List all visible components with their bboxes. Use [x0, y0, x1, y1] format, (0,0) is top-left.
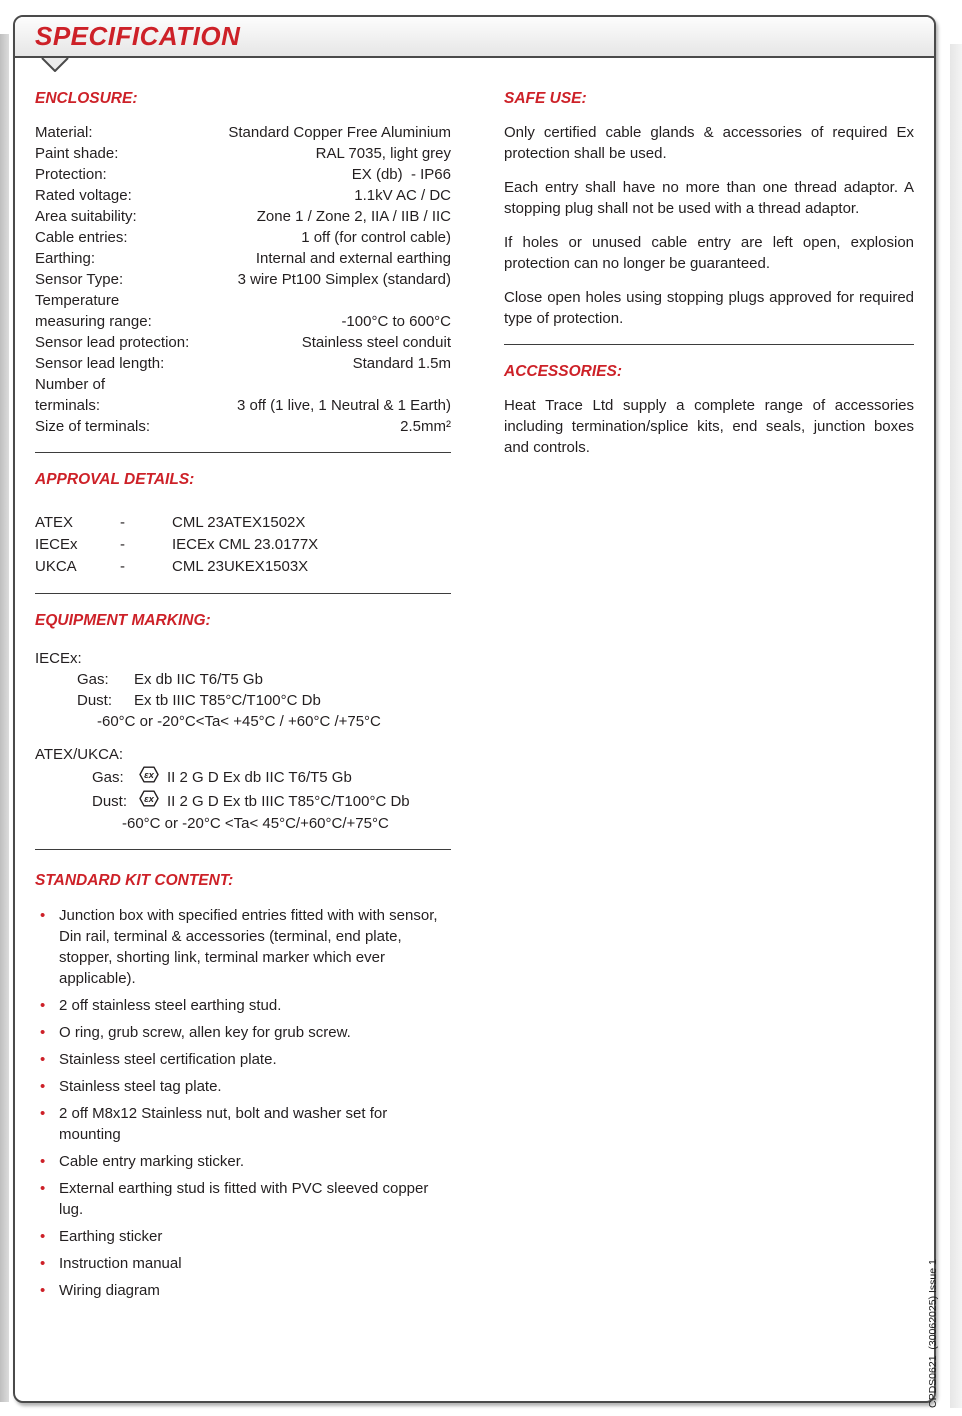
- spec-row: [35, 374, 451, 395]
- kit-list-item: [35, 1178, 451, 1220]
- safe-use-paragraph: Only certified cable glands & accessories of required Ex protection shall be used.: [504, 124, 914, 162]
- gas-marking: II 2 G D Ex db IIC T6/T5 Gb: [167, 768, 352, 786]
- iecex-gas-line: [35, 669, 451, 690]
- kit-item-text: 2 off stainless steel earthing stud.: [59, 997, 282, 1014]
- svg-text:εx: εx: [144, 770, 154, 781]
- atex-dust-line: [35, 789, 451, 813]
- spec-value: Internal and external earthing: [255, 250, 451, 267]
- approval-row: [35, 534, 451, 556]
- bullet-icon: •: [40, 1228, 46, 1245]
- approval-certificate: IECEx CML 23.0177X: [172, 536, 319, 553]
- page-edge-shadow-right: [950, 44, 962, 1408]
- bullet-icon: •: [40, 1255, 46, 1272]
- approval-scheme: ATEX: [35, 514, 74, 531]
- iecex-marking-group: [35, 648, 451, 732]
- kit-item-text: External earthing stud is fitted with PVC sleeved copper lug.: [59, 1180, 429, 1218]
- bullet-icon: •: [40, 1024, 46, 1041]
- approval-dash: -: [120, 536, 125, 553]
- spec-value: EX (db) - IP66: [351, 166, 451, 183]
- safe-use-paragraph: Each entry shall have no more than one thread adaptor. A stopping plug shall not be used with a thread adaptor.: [504, 179, 914, 217]
- gas-marking: Ex db IIC T6/T5 Gb: [134, 671, 263, 688]
- dust-marking: II 2 G D Ex tb IIIC T85°C/T100°C Db: [167, 792, 410, 810]
- safe-use-paragraphs: [504, 122, 914, 329]
- accessories-paragraph: Heat Trace Ltd supply a complete range of accessories including termination/splice kits, end seals, junction boxes and controls.: [504, 397, 914, 456]
- kit-item-text: Earthing sticker: [59, 1228, 163, 1245]
- spec-label: Sensor lead protection:: [35, 334, 190, 351]
- dust-label: Dust:: [92, 792, 128, 810]
- kit-item-text: Stainless steel tag plate.: [59, 1078, 222, 1095]
- accessories-heading: ACCESSORIES:: [504, 363, 622, 380]
- spec-value: -100°C to 600°C: [341, 313, 451, 330]
- page-edge-shadow-left: [0, 34, 9, 1402]
- spec-row: [35, 332, 451, 353]
- safe-use-paragraph: If holes or unused cable entry are left open, explosion protection can no longer be guaranteed.: [504, 234, 914, 272]
- spec-value: Zone 1 / Zone 2, IIA / IIB / IIC: [256, 208, 451, 225]
- atex-gas-line: [35, 765, 451, 789]
- spec-row: [35, 395, 451, 416]
- spec-label: Material:: [35, 124, 93, 141]
- bullet-icon: •: [40, 1078, 46, 1095]
- dust-marking: Ex tb IIIC T85°C/T100°C Db: [134, 692, 321, 709]
- equipment-marking-heading: EQUIPMENT MARKING:: [35, 612, 211, 629]
- approval-dash: -: [120, 558, 125, 575]
- atex-ex-hexagon-icon: [139, 766, 159, 789]
- page-title: SPECIFICATION: [35, 21, 241, 51]
- spec-row: [35, 353, 451, 374]
- spec-row: [35, 248, 451, 269]
- approval-details-heading: APPROVAL DETAILS:: [35, 471, 195, 488]
- kit-item-text: Junction box with specified entries fitted with with sensor, Din rail, terminal & accessories (terminal, end plate, stopper, shorting link, terminal marker which ever applicable).: [59, 907, 438, 987]
- spec-label: Protection:: [35, 166, 107, 183]
- spec-row: [35, 227, 451, 248]
- specification-sheet: [13, 15, 936, 1403]
- kit-list-item: [35, 1103, 451, 1145]
- svg-text:εx: εx: [144, 794, 154, 805]
- spec-label: Cable entries:: [35, 229, 128, 246]
- spec-label: Temperature: [35, 292, 120, 309]
- spec-label: Paint shade:: [35, 145, 119, 162]
- kit-list-item: [35, 905, 451, 989]
- kit-list-item: [35, 1049, 451, 1070]
- atex-ex-hexagon-icon: [139, 790, 159, 813]
- kit-item-text: Stainless steel certification plate.: [59, 1051, 277, 1068]
- kit-list-item: [35, 995, 451, 1016]
- kit-list-item: [35, 1151, 451, 1172]
- spec-value: Stainless steel conduit: [301, 334, 451, 351]
- standard-kit-heading: STANDARD KIT CONTENT:: [35, 872, 234, 889]
- spec-row: [35, 311, 451, 332]
- kit-list-item: [35, 1076, 451, 1097]
- iecex-dust-line: [35, 690, 451, 711]
- section-divider: [35, 593, 451, 594]
- kit-item-text: 2 off M8x12 Stainless nut, bolt and washer set for mounting: [59, 1105, 388, 1143]
- gas-label: Gas:: [92, 768, 124, 786]
- kit-list-item: [35, 1280, 451, 1301]
- kit-list-item: [35, 1226, 451, 1247]
- enclosure-spec-list: [35, 122, 451, 437]
- iecex-marking-title: IECEx:: [35, 650, 82, 667]
- header-notch: [41, 58, 69, 73]
- approval-row: [35, 512, 451, 534]
- iecex-ambient-range: -60°C or -20°C<Ta< +45°C / +60°C /+75°C: [97, 713, 381, 730]
- bullet-icon: •: [40, 1282, 46, 1299]
- bullet-icon: •: [40, 1180, 46, 1197]
- approval-dash: -: [120, 514, 125, 531]
- atex-ukca-marking-group: [35, 744, 451, 834]
- spec-value: Standard 1.5m: [352, 355, 451, 372]
- right-column: [504, 88, 914, 1307]
- kit-item-text: Instruction manual: [59, 1255, 182, 1272]
- kit-item-text: Cable entry marking sticker.: [59, 1153, 245, 1170]
- spec-label: Area suitability:: [35, 208, 137, 225]
- bullet-icon: •: [40, 907, 46, 924]
- spec-value: 3 wire Pt100 Simplex (standard): [237, 271, 451, 288]
- kit-list-item: [35, 1022, 451, 1043]
- spec-value: 1.1kV AC / DC: [354, 187, 451, 204]
- sheet-header-band: [15, 17, 934, 58]
- spec-row: [35, 416, 451, 437]
- spec-label: Sensor lead length:: [35, 355, 165, 372]
- section-divider: [35, 849, 451, 850]
- kit-list-item: [35, 1253, 451, 1274]
- spec-value: Standard Copper Free Aluminium: [228, 124, 451, 141]
- spec-row: [35, 206, 451, 227]
- spec-row: [35, 185, 451, 206]
- spec-value: 3 off (1 live, 1 Neutral & 1 Earth): [237, 397, 451, 414]
- spec-label: Earthing:: [35, 250, 96, 267]
- bullet-icon: •: [40, 997, 46, 1014]
- bullet-icon: •: [40, 1105, 46, 1122]
- dust-label: Dust:: [77, 692, 113, 709]
- spec-row: [35, 143, 451, 164]
- spec-value: 1 off (for control cable): [301, 229, 451, 246]
- spec-value: 2.5mm²: [400, 418, 451, 435]
- standard-kit-list: [35, 905, 451, 1301]
- approval-scheme: IECEx: [35, 536, 78, 553]
- spec-label: Sensor Type:: [35, 271, 124, 288]
- spec-label: measuring range:: [35, 313, 152, 330]
- document-reference: CPDS0621 (30062025) Issue 1: [927, 1259, 939, 1408]
- spec-label: Rated voltage:: [35, 187, 132, 204]
- approval-certificate: CML 23UKEX1503X: [172, 558, 309, 575]
- spec-row: [35, 269, 451, 290]
- approval-scheme: UKCA: [35, 558, 77, 575]
- spec-label: Number of: [35, 376, 106, 393]
- section-divider: [35, 452, 451, 453]
- spec-label: terminals:: [35, 397, 101, 414]
- kit-item-text: O ring, grub screw, allen key for grub screw.: [59, 1024, 351, 1041]
- spec-label: Size of terminals:: [35, 418, 151, 435]
- approval-row: [35, 556, 451, 578]
- bullet-icon: •: [40, 1153, 46, 1170]
- atex-ukca-marking-title: ATEX/UKCA:: [35, 746, 124, 763]
- content-columns: [15, 58, 934, 1307]
- safe-use-paragraph: Close open holes using stopping plugs approved for required type of protection.: [504, 289, 914, 327]
- atex-ambient-range: -60°C or -20°C <Ta< 45°C/+60°C/+75°C: [122, 815, 389, 832]
- left-column: [35, 88, 451, 1307]
- spec-row: [35, 290, 451, 311]
- section-divider: [504, 344, 914, 345]
- gas-label: Gas:: [77, 671, 109, 688]
- kit-item-text: Wiring diagram: [59, 1282, 160, 1299]
- spec-row: [35, 164, 451, 185]
- approval-list: [35, 512, 451, 578]
- bullet-icon: •: [40, 1051, 46, 1068]
- spec-value: RAL 7035, light grey: [315, 145, 451, 162]
- spec-row: [35, 122, 451, 143]
- enclosure-heading: ENCLOSURE:: [35, 90, 138, 107]
- approval-certificate: CML 23ATEX1502X: [172, 514, 306, 531]
- safe-use-heading: SAFE USE:: [504, 90, 587, 107]
